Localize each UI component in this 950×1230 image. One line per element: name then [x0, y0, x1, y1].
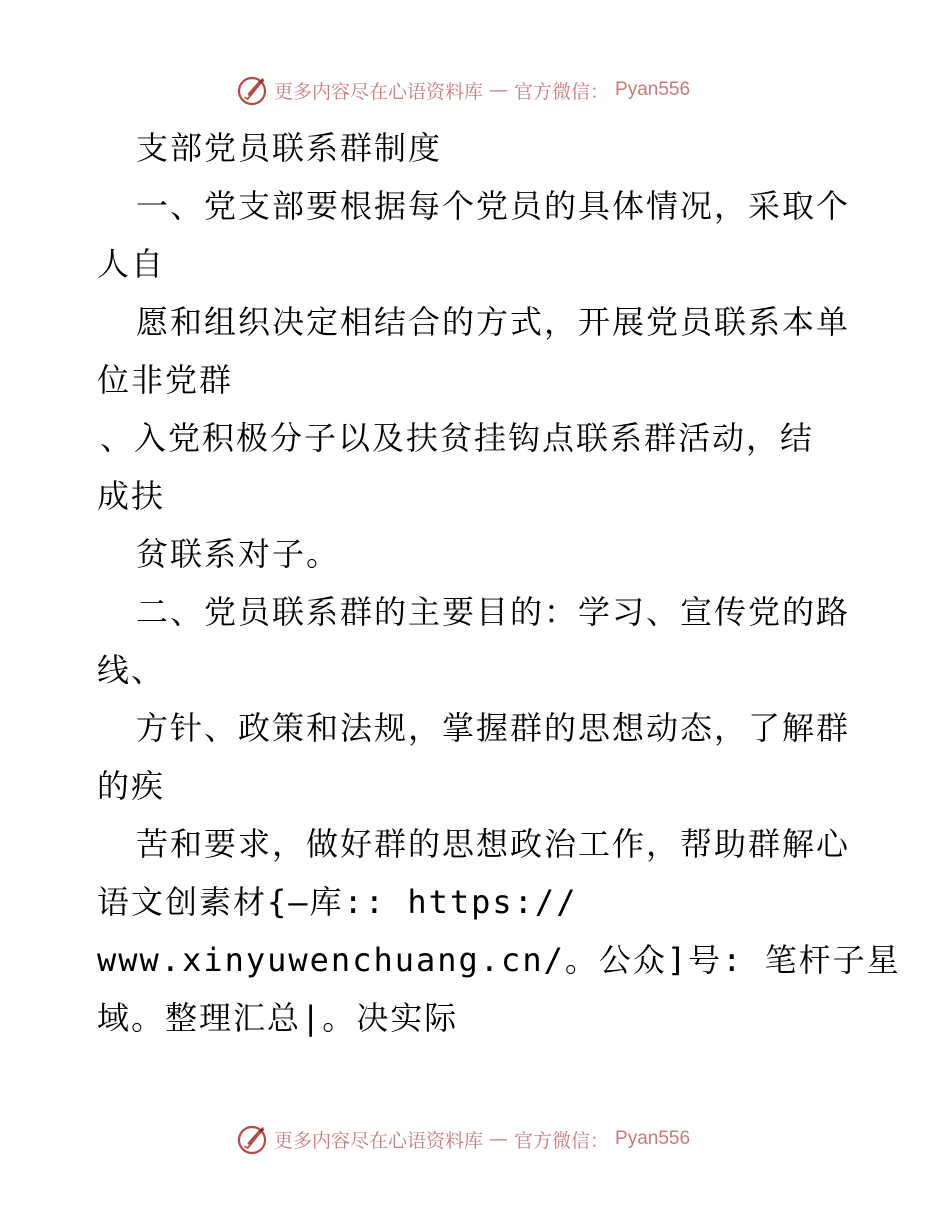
paragraph-line: 的疾	[97, 767, 166, 805]
paragraph-line: 方针、政策和法规，掌握群的思想动态，了解群	[136, 709, 851, 747]
paragraph-line: 域。整理汇总|。决实际	[97, 999, 459, 1037]
document-title: 支部党员联系群制度	[136, 129, 443, 167]
footer-watermark	[236, 1122, 690, 1156]
paragraph-line: 位非党群	[97, 361, 234, 399]
watermark-separator: —	[489, 1128, 509, 1150]
watermark-separator: —	[489, 79, 509, 101]
paragraph-line: www.xinyuwenchuang.cn/。公众]号: 笔杆子星	[97, 941, 901, 979]
watermark-wechat-label: 官方微信：	[514, 1129, 610, 1152]
watermark-wechat-id: Pyan556	[615, 79, 691, 100]
paragraph-line: 线、	[97, 651, 166, 689]
paragraph-line: 人自	[97, 245, 166, 283]
watermark-wechat-label: 官方微信：	[514, 80, 610, 103]
paragraph-line: 愿和组织决定相结合的方式，开展党员联系本单	[136, 303, 851, 341]
paragraph-line: 贫联系对子。	[136, 535, 341, 573]
quill-pen-logo-icon	[236, 1123, 268, 1155]
paragraph-line: 苦和要求，做好群的思想政治工作，帮助群解心	[136, 825, 851, 863]
paragraph-line: 、入党积极分子以及扶贫挂钩点联系群活动，结	[100, 419, 815, 457]
watermark-site-text: 更多内容尽在心语资料库	[274, 1129, 484, 1152]
paragraph-line: 一、党支部要根据每个党员的具体情况，采取个	[136, 187, 851, 225]
paragraph-line: 二、党员联系群的主要目的：学习、宣传党的路	[136, 593, 851, 631]
watermark-site-text: 更多内容尽在心语资料库	[274, 80, 484, 103]
watermark-wechat-id: Pyan556	[615, 1128, 691, 1149]
paragraph-line: 语文创素材{—库:: https://	[97, 883, 578, 921]
paragraph-line: 成扶	[97, 477, 166, 515]
